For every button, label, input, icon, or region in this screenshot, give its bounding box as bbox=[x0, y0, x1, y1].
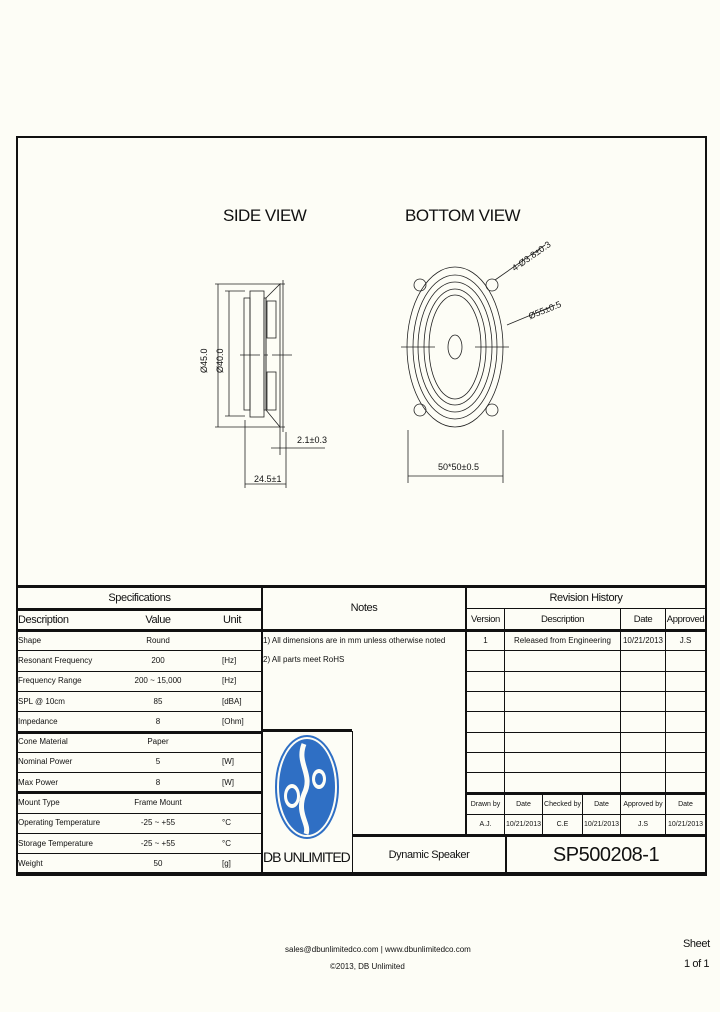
spec-value: 8 bbox=[155, 716, 161, 726]
revision-header: Approved bbox=[666, 613, 705, 625]
spec-value: -25 ~ +55 bbox=[140, 818, 176, 828]
spec-description: Weight bbox=[18, 858, 43, 868]
sheet-value: 1 of 1 bbox=[684, 958, 710, 970]
note-item: 2) All parts meet RoHS bbox=[263, 654, 345, 664]
copyright: ©2013, DB Unlimited bbox=[330, 962, 405, 971]
spec-description: Nominal Power bbox=[18, 757, 73, 767]
spec-unit: [g] bbox=[222, 858, 231, 868]
spec-value: 5 bbox=[155, 757, 161, 767]
revision-header: Version bbox=[471, 613, 500, 625]
notes-title: Notes bbox=[350, 602, 378, 614]
spec-header-unit: Unit bbox=[223, 614, 241, 626]
signoff-value: 10/21/2013 bbox=[505, 821, 542, 828]
divider bbox=[466, 650, 705, 651]
spec-description: Operating Temperature bbox=[18, 818, 101, 828]
divider bbox=[466, 814, 705, 815]
spec-description: SPL @ 10cm bbox=[18, 696, 65, 706]
spec-description: Storage Temperature bbox=[18, 838, 94, 848]
spec-value: 85 bbox=[153, 696, 163, 706]
spec-description: Mount Type bbox=[18, 798, 60, 808]
sheet-label: Sheet bbox=[683, 938, 710, 950]
spec-value: Frame Mount bbox=[134, 798, 182, 808]
divider bbox=[466, 752, 705, 753]
spec-value: 200 ~ 15,000 bbox=[134, 676, 182, 686]
divider bbox=[466, 691, 705, 692]
contact-info: sales@dbunlimitedco.com | www.dbunlimitedco.com bbox=[285, 945, 471, 954]
spec-unit: °C bbox=[222, 818, 231, 828]
revision-version: 1 bbox=[483, 635, 488, 645]
bottom-view-drawing bbox=[395, 225, 565, 485]
side-view-title: SIDE VIEW bbox=[223, 206, 307, 225]
spec-value: 50 bbox=[153, 858, 163, 868]
spec-description: Impedance bbox=[18, 716, 58, 726]
revision-header: Description bbox=[540, 613, 585, 625]
specifications-title: Specifications bbox=[108, 591, 171, 604]
signoff-value: J.S bbox=[637, 821, 649, 828]
spec-unit: [Ohm] bbox=[222, 716, 244, 726]
revision-header: Date bbox=[633, 613, 653, 625]
spec-unit: [Hz] bbox=[222, 655, 237, 665]
divider bbox=[466, 711, 705, 712]
side-view-drawing bbox=[195, 260, 345, 500]
spec-header-description: Description bbox=[18, 614, 69, 626]
signoff-header: Date bbox=[678, 801, 693, 808]
company-name: DB UNLIMITED bbox=[263, 849, 350, 865]
spec-value: Round bbox=[146, 635, 170, 645]
bolt-circle-dim: Ø55±0.5 bbox=[527, 299, 563, 322]
db-logo-icon bbox=[274, 734, 340, 840]
divider bbox=[466, 732, 705, 733]
signoff-header: Drawn by bbox=[470, 801, 501, 808]
part-number: SP500208-1 bbox=[552, 843, 660, 866]
spec-unit: [W] bbox=[222, 777, 234, 787]
spec-description: Shape bbox=[18, 635, 42, 645]
product-name: Dynamic Speaker bbox=[388, 849, 470, 861]
bottom-view-title: BOTTOM VIEW bbox=[405, 206, 521, 225]
spec-unit: [Hz] bbox=[222, 676, 237, 686]
holes-dim: 4-Ø3.8±0.3 bbox=[510, 239, 553, 274]
spec-description: Resonant Frequency bbox=[18, 655, 93, 665]
frame-dim: 50*50±0.5 bbox=[438, 462, 479, 472]
signoff-value: A.J. bbox=[479, 821, 492, 828]
inner-diameter-dim: Ø40.0 bbox=[215, 348, 225, 373]
revision-title: Revision History bbox=[549, 591, 623, 604]
signoff-header: Date bbox=[516, 801, 531, 808]
divider bbox=[466, 772, 705, 773]
divider bbox=[466, 671, 705, 672]
note-item: 1) All dimensions are in mm unless otherwise noted bbox=[263, 635, 446, 645]
revision-description: Released from Engineering bbox=[514, 635, 611, 645]
signoff-header: Approved by bbox=[623, 801, 663, 808]
divider bbox=[16, 872, 705, 875]
spec-unit: [dBA] bbox=[222, 696, 242, 706]
spec-unit: °C bbox=[222, 838, 231, 848]
divider bbox=[262, 729, 352, 732]
depth-dim: 24.5±1 bbox=[254, 474, 282, 484]
signoff-value: C.E bbox=[556, 821, 569, 828]
spec-unit bbox=[222, 732, 262, 752]
spec-value: 200 bbox=[151, 655, 165, 665]
revision-approved: J.S bbox=[679, 635, 692, 645]
signoff-value: 10/21/2013 bbox=[667, 821, 704, 828]
spec-unit bbox=[222, 792, 262, 812]
signoff-header: Date bbox=[594, 801, 609, 808]
spec-header-value: Value bbox=[145, 614, 171, 626]
revision-date: 10/21/2013 bbox=[622, 635, 664, 645]
spec-value: -25 ~ +55 bbox=[140, 838, 176, 848]
spec-unit: [W] bbox=[222, 757, 234, 767]
signoff-header: Checked by bbox=[544, 801, 581, 808]
spec-value: 8 bbox=[155, 777, 161, 787]
spec-value: Paper bbox=[147, 737, 169, 747]
spec-description: Frequency Range bbox=[18, 676, 82, 686]
spec-unit bbox=[222, 630, 262, 650]
signoff-value: 10/21/2013 bbox=[583, 821, 620, 828]
outer-diameter-dim: Ø45.0 bbox=[199, 348, 209, 373]
spec-description: Cone Material bbox=[18, 737, 68, 747]
spec-description: Max Power bbox=[18, 777, 59, 787]
offset-dim: 2.1±0.3 bbox=[297, 435, 327, 445]
